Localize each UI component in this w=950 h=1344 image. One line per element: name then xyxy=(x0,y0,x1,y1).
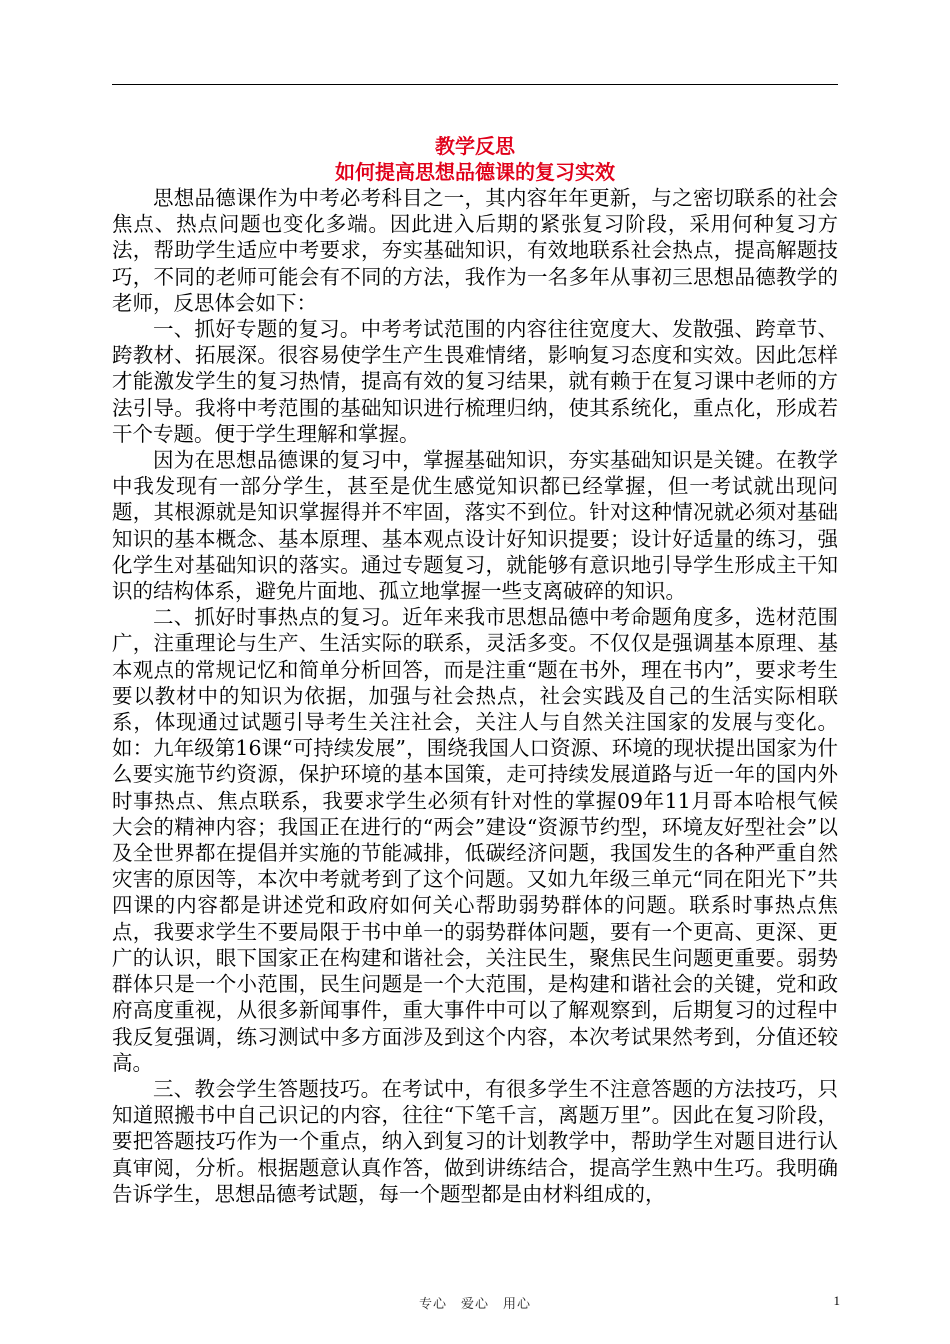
footer-motto: 专心 爱心 用心 xyxy=(418,1297,531,1312)
paragraph-section-3: 三、教会学生答题技巧。在考试中，有很多学生不注意答题的方法技巧，只知道照搬书中自己识记的内容，往往“下笔千言，离题万里”。因此在复习阶段，要把答题技巧作为一个重点，纳入到复习的计划教学中，帮助学生对题目进行认真审阅，分析。根据题意认真作答，做到讲练结合，提高学生熟中生巧。我明确告诉学生，思想品德考试题，每一个题型都是由材料组成的， xyxy=(112,1076,838,1206)
paragraph-section-1-detail: 因为在思想品德课的复习中，掌握基础知识，夯实基础知识是关键。在教学中我发现有一部分学生，甚至是优生感觉知识都已经掌握，但一考试就出现问题，其根源就是知识掌握得并不牢固，落实不到位。针对这种情况就必须对基础知识的基本概念、基本原理、基本观点设计好知识提要；设计好适量的练习，强化学生对基础知识的落实。通过专题复习，就能够有意识地引导学生形成主干知识的结构体系，避免片面地、孤立地掌握一些支离破碎的知识。 xyxy=(112,448,838,604)
document-title: 教学反思 xyxy=(435,134,515,158)
document-subtitle: 如何提高思想品德课的复习实效 xyxy=(335,160,615,184)
paragraph-intro: 思想品德课作为中考必考科目之一，其内容年年更新，与之密切联系的社会焦点、热点问题也变化多端。因此进入后期的紧张复习阶段，采用何种复习方法，帮助学生适应中考要求，夯实基础知识，有效地联系社会热点，提高解题技巧，不同的老师可能会有不同的方法，我作为一名多年从事初三思想品德教学的老师，反思体会如下： xyxy=(112,186,838,315)
paragraph-section-1: 一、抓好专题的复习。中考考试范围的内容往往宽度大、发散强、跨章节、跨教材、拓展深。很容易使学生产生畏难情绪，影响复习态度和实效。因此怎样才能激发学生的复习热情，提高有效的复习结果，就有赖于在复习课中老师的方法引导。我将中考范围的基础知识进行梳理归纳，使其系统化，重点化，形成若干个专题。便于学生理解和掌握。 xyxy=(112,317,838,446)
page-number: 1 xyxy=(833,1293,840,1308)
paragraph-section-2: 二、抓好时事热点的复习。近年来我市思想品德中考命题角度多，选材范围广，注重理论与生产、生活实际的联系，灵活多变。不仅仅是强调基本原理、基本观点的常规记忆和简单分析回答，而是注重“题在书外，理在书内”，要求考生要以教材中的知识为依据，加强与社会热点，社会实践及自己的生活实际相联系，体现通过试题引导考生关注社会，关注人与自然关注国家的发展与变化。如：九年级第16课“可持续发展”，围绕我国人口资源、环境的现状提出国家为什么要实施节约资源，保护环境的基本国策，走可持续发展道路与近一年的国内外时事热点、焦点联系，我要求学生必须有针对性的掌握09年11月哥本哈根气候大会的精神内容；我国正在进行的“两会”建设“资源节约型，环境友好型社会”以及全世界都在提倡并实施的节能减排，低碳经济问题，我国发生的各种严重自然灾害的原因等，本次中考就考到了这个问题。又如九年级三单元“同在阳光下”共四课的内容都是讲述党和政府如何关心帮助弱势群体的问题。联系时事热点焦点，我要求学生不要局限于书中单一的弱势群体问题，要有一个更高、更深、更广的认识，眼下国家正在构建和谐社会，关注民生，聚焦民生问题更重要。弱势群体只是一个小范围，民生问题是一个大范围，是构建和谐社会的关键，党和政府高度重视，从很多新闻事件，重大事件中可以了解观察到，后期复习的过程中我反复强调，练习测试中多方面涉及到这个内容，本次考试果然考到，分值还较高。 xyxy=(112,605,838,1075)
document-body xyxy=(112,133,838,1207)
header-rule xyxy=(112,84,838,85)
